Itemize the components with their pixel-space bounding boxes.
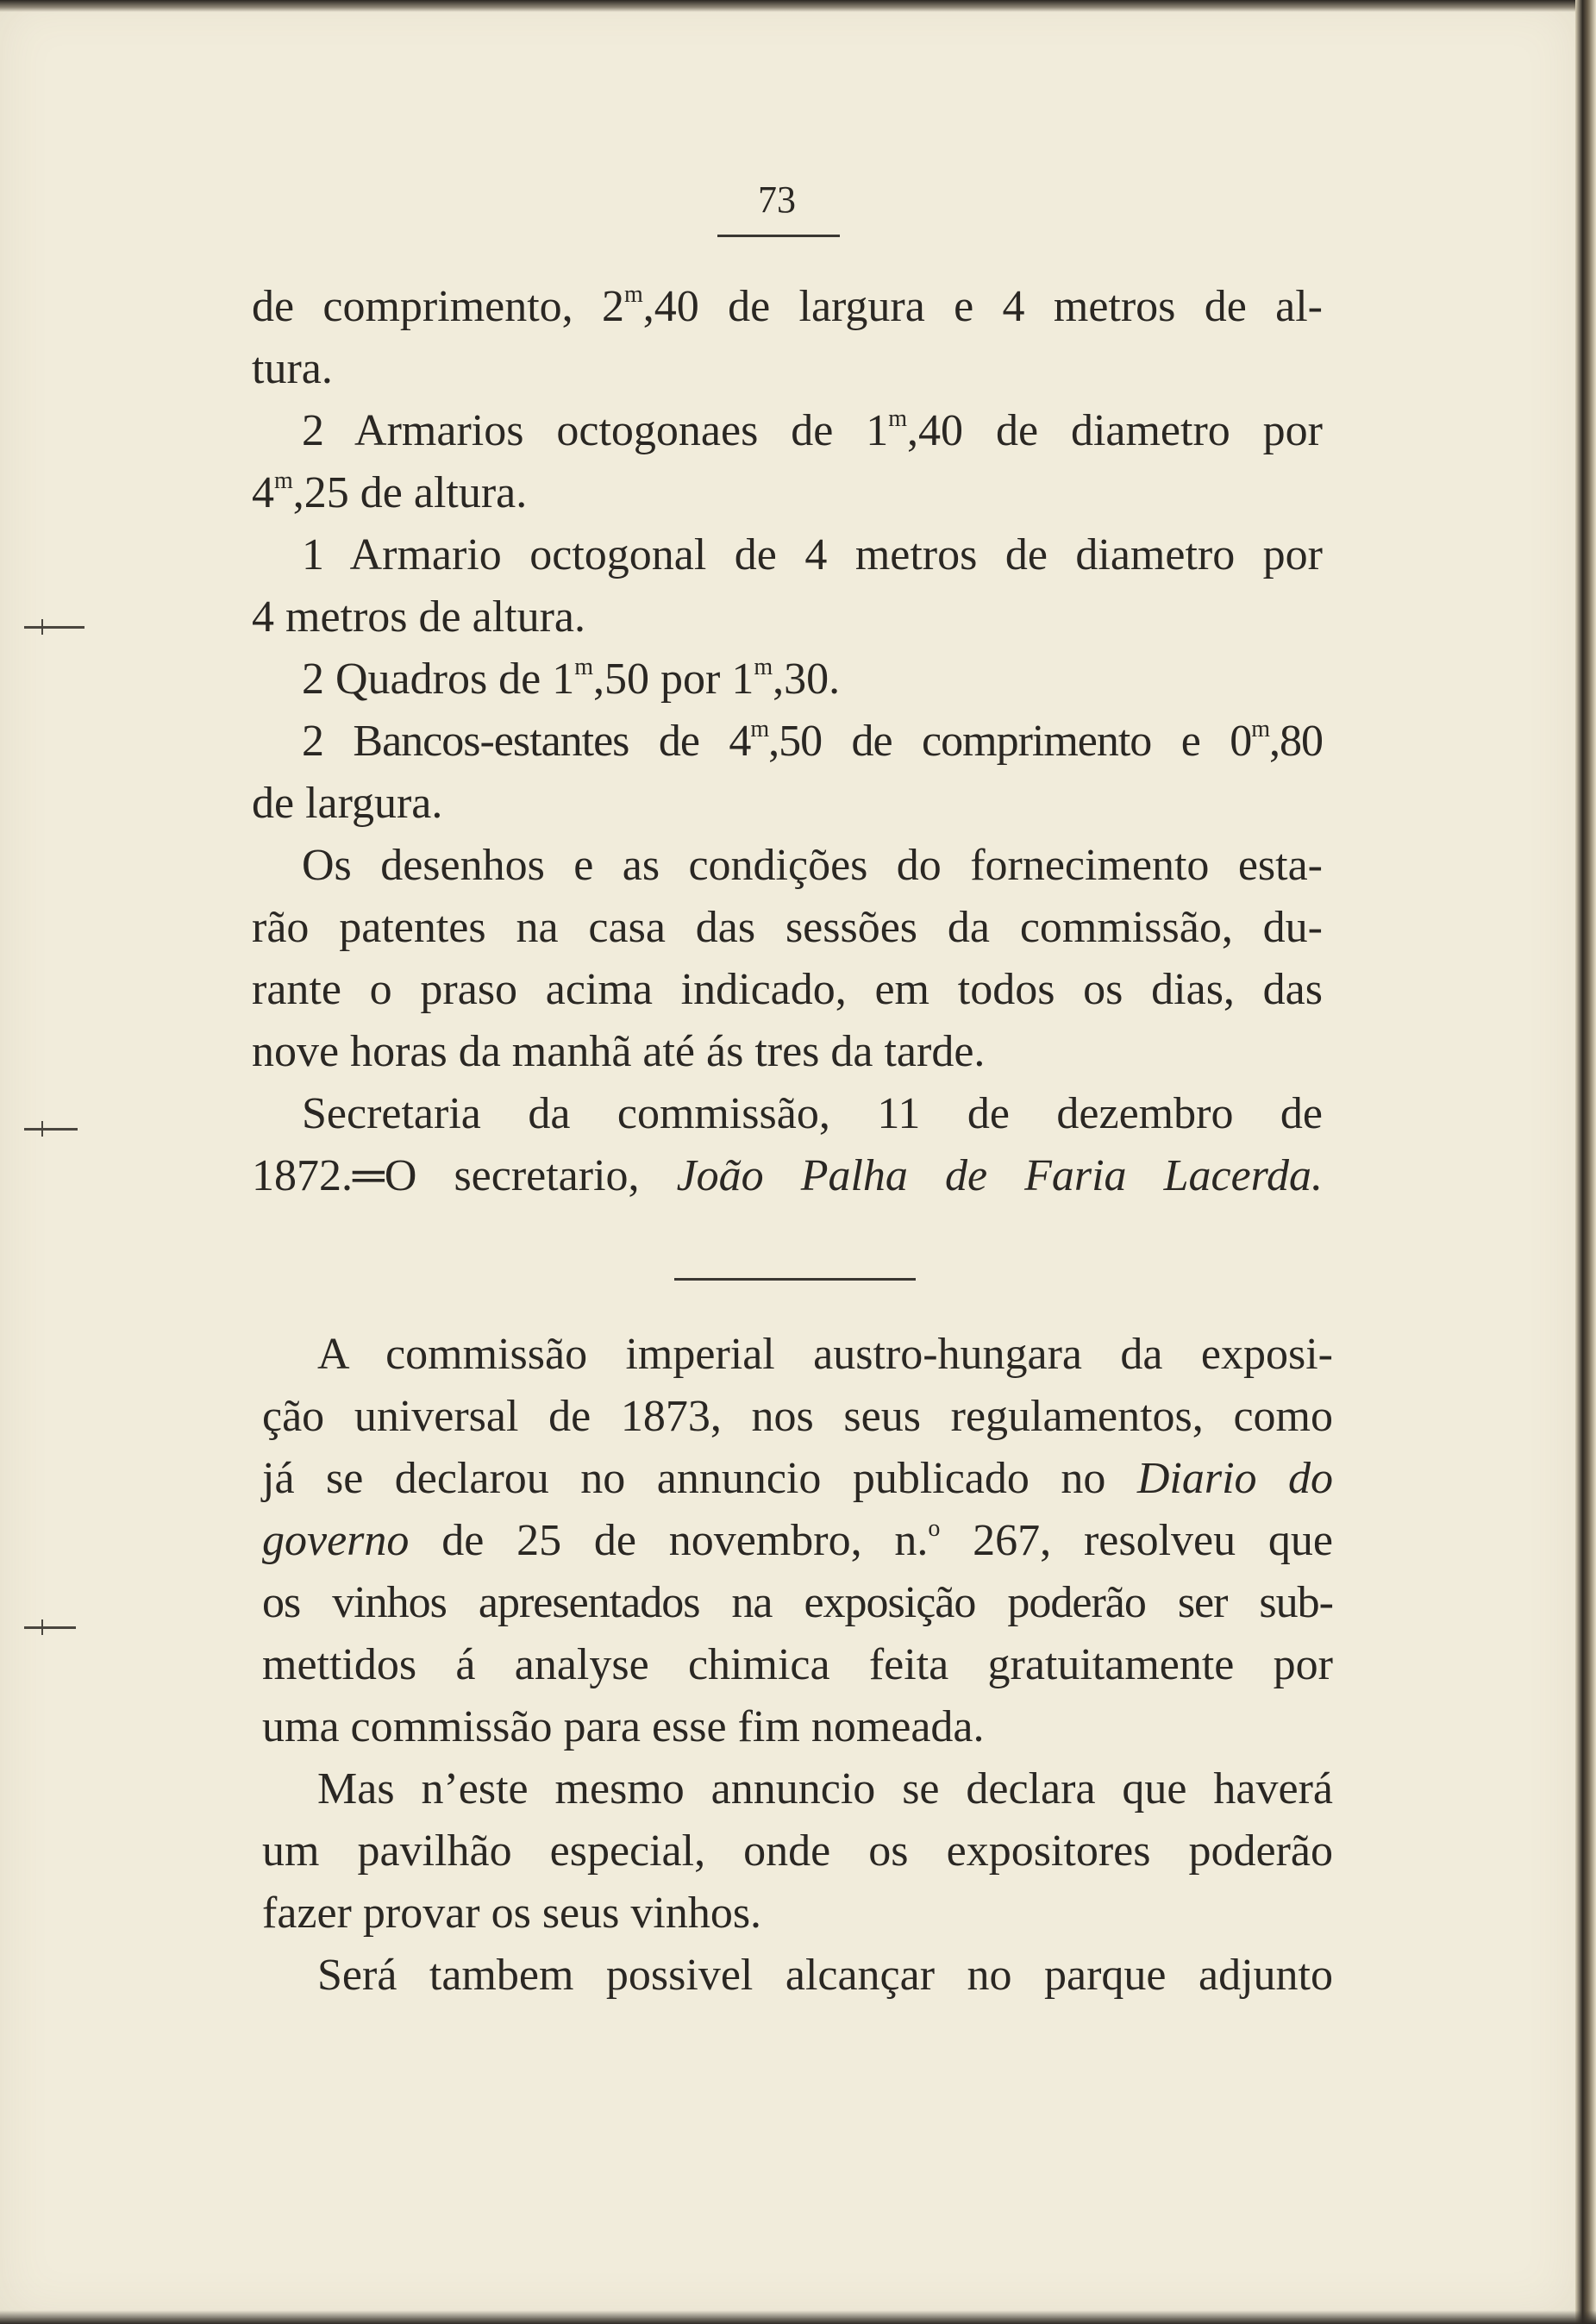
text-line: Os desenhos e as condições do fornecimento esta- bbox=[302, 841, 1323, 890]
text-line: 1 Armario octogonal de 4 metros de diametro por bbox=[302, 530, 1323, 579]
text-line: rão patentes na casa das sessões da commissão, du- bbox=[252, 903, 1323, 952]
section-separator bbox=[674, 1278, 916, 1281]
text-line: um pavilhão especial, onde os expositores poderão bbox=[262, 1826, 1333, 1876]
page-bottom-edge bbox=[0, 2310, 1596, 2324]
page-top-edge bbox=[0, 0, 1576, 12]
book-spine bbox=[1575, 0, 1596, 2324]
text-block-2 bbox=[262, 1324, 1333, 2007]
text-line: rante o praso acima indicado, em todos os dias, das bbox=[252, 965, 1323, 1014]
text-line: os vinhos apresentados na exposição poderão ser sub- bbox=[262, 1578, 1333, 1627]
text-line: A commissão imperial austro-hungara da exposi- bbox=[317, 1330, 1333, 1379]
text-block-1 bbox=[252, 276, 1323, 1207]
margin-mark bbox=[24, 626, 84, 629]
text-line: ção universal de 1873, nos seus regulamentos, como bbox=[262, 1392, 1333, 1441]
page-number-rule bbox=[717, 235, 840, 237]
text-line: nove horas da manhã até ás tres da tarde. bbox=[252, 1027, 986, 1076]
text-line: tura. bbox=[252, 344, 333, 393]
text-line: Mas n’este mesmo annuncio se declara que haverá bbox=[317, 1764, 1333, 1813]
text-line: Secretaria da commissão, 11 de dezembro de bbox=[302, 1089, 1323, 1138]
text-line: 2 Armarios octogonaes de 1$^m$,40 de diametro por bbox=[302, 404, 1324, 455]
text-line: mettidos á analyse chimica feita gratuitamente por bbox=[262, 1640, 1333, 1689]
text-line: 2 Quadros de 1$^m$,50 por 1$^m$,30. bbox=[302, 653, 841, 704]
text-line: de comprimento, 2$^m$,40 de largura e 4 metros de al- bbox=[252, 280, 1323, 331]
text-line: 2 Bancos-estantes de 4$^m$,50 de comprimento e 0$^m$,80 bbox=[302, 715, 1323, 766]
text-line: de largura. bbox=[252, 779, 443, 828]
margin-mark bbox=[24, 1128, 78, 1131]
text-line: 4$^m$,25 de altura. bbox=[252, 467, 528, 517]
text-line: fazer provar os seus vinhos. bbox=[262, 1889, 762, 1938]
text-line: já se declarou no annuncio publicado no Diario do bbox=[262, 1454, 1334, 1503]
text-line: 1872.═O secretario, João Palha de Faria Lacerda. bbox=[252, 1151, 1323, 1200]
margin-mark bbox=[24, 1626, 76, 1629]
text-line: uma commissão para esse fim nomeada. bbox=[262, 1702, 985, 1751]
page-number: 73 bbox=[758, 179, 796, 221]
text-line: 4 metros de altura. bbox=[252, 592, 585, 642]
text-line: Será tambem possivel alcançar no parque adjunto bbox=[317, 1951, 1333, 2000]
text-line: governo de 25 de novembro, n.$^o$ 267, resolveu que bbox=[262, 1514, 1333, 1565]
